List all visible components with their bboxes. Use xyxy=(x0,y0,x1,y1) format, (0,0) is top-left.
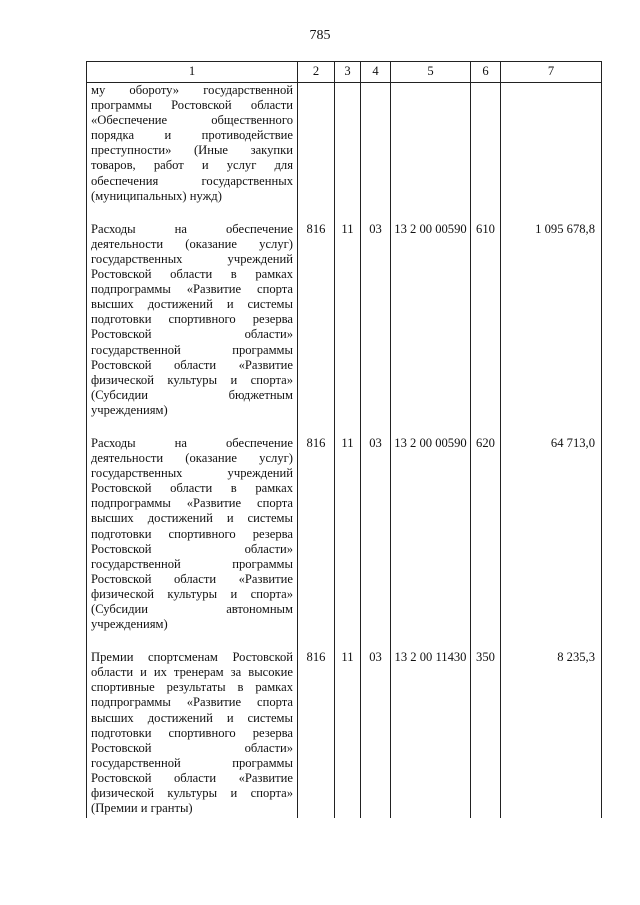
cell-section: 11 xyxy=(335,206,361,420)
row-description: Премии спортсменам Ростовской области и их тренерам за высокие спортивные результаты в рамках подпрограммы «Развитие спорта высших достижений и системы подготовки спортивного резерва Ростовской области» государственной программы Ростовской области «Развитие физической культуры и спорта» (Премии и гранты) xyxy=(87,634,298,818)
row-description: му обороту» государственной программы Ростовской области «Обеспечение общественного порядка и противодействие преступности» (Иные закупки товаров, работ и услуг для обеспечения государственных (муниципальных) нужд) xyxy=(87,83,298,206)
cell-ministry-code: 816 xyxy=(298,634,335,818)
budget-table xyxy=(86,61,602,818)
header-row xyxy=(87,62,602,83)
table-row-continuation xyxy=(87,83,602,206)
cell-amount: 1 095 678,8 xyxy=(501,206,602,420)
cell-target-article: 13 2 00 00590 xyxy=(391,420,471,634)
table-row xyxy=(87,634,602,818)
cell-expense-type: 610 xyxy=(471,206,501,420)
cell-ministry-code: 816 xyxy=(298,206,335,420)
column-header-5: 5 xyxy=(391,62,471,83)
cell-target-article: 13 2 00 00590 xyxy=(391,206,471,420)
cell-subsection: 03 xyxy=(361,420,391,634)
column-header-6: 6 xyxy=(471,62,501,83)
cell-subsection: 03 xyxy=(361,206,391,420)
cell-expense-type: 350 xyxy=(471,634,501,818)
table-row xyxy=(87,206,602,420)
cell-subsection: 03 xyxy=(361,634,391,818)
table-row xyxy=(87,420,602,634)
cell-section: 11 xyxy=(335,420,361,634)
cell-amount: 8 235,3 xyxy=(501,634,602,818)
row-description: Расходы на обеспечение деятельности (оказание услуг) государственных учреждений Ростовской области в рамках подпрограммы «Развитие спорта высших достижений и системы подготовки спортивного резерва Ростовской области» государственной программы Ростовской области «Развитие физической культуры и спорта» (Субсидии бюджетным учреждениям) xyxy=(87,206,298,420)
column-header-4: 4 xyxy=(361,62,391,83)
row-description: Расходы на обеспечение деятельности (оказание услуг) государственных учреждений Ростовской области в рамках подпрограммы «Развитие спорта высших достижений и системы подготовки спортивного резерва Ростовской области» государственной программы Ростовской области «Развитие физической культуры и спорта» (Субсидии автономным учреждениям) xyxy=(87,420,298,634)
column-header-3: 3 xyxy=(335,62,361,83)
cell-ministry-code: 816 xyxy=(298,420,335,634)
cell-expense-type: 620 xyxy=(471,420,501,634)
column-header-7: 7 xyxy=(501,62,602,83)
cell-amount: 64 713,0 xyxy=(501,420,602,634)
column-header-2: 2 xyxy=(298,62,335,83)
page-number: 785 xyxy=(309,28,331,43)
column-header-1: 1 xyxy=(87,62,298,83)
cell-section: 11 xyxy=(335,634,361,818)
cell-target-article: 13 2 00 11430 xyxy=(391,634,471,818)
